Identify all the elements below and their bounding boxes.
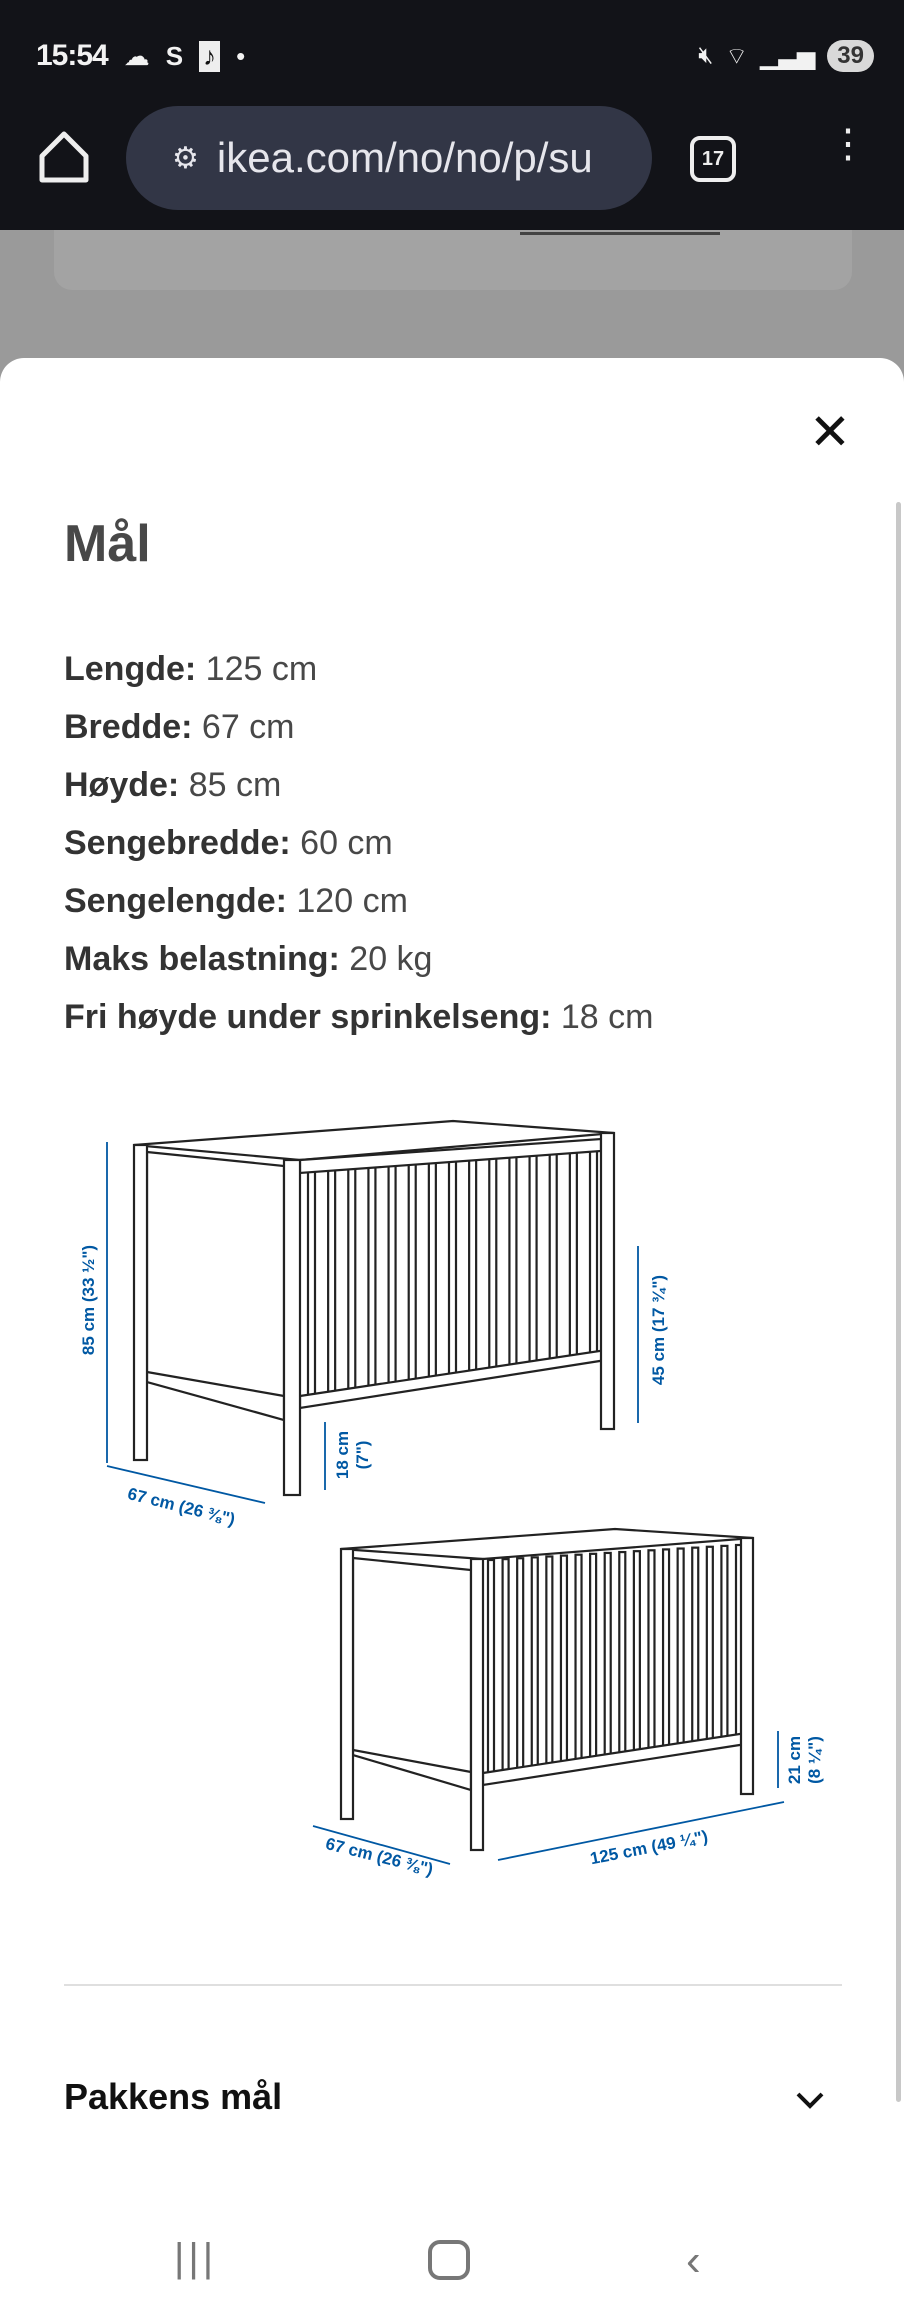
length-label: 125 cm (49 ¼") bbox=[588, 1826, 710, 1869]
base-height-inch-label: (8 ¼") bbox=[805, 1736, 824, 1784]
package-dimensions-toggle[interactable]: Pakkens mål bbox=[64, 2076, 283, 2117]
crib-slat bbox=[488, 1560, 494, 1775]
site-settings-icon[interactable]: ⚙ bbox=[172, 141, 199, 175]
crib-slat bbox=[530, 1154, 537, 1364]
recent-apps-icon[interactable]: ||| bbox=[174, 2236, 218, 2280]
crib-slat bbox=[532, 1557, 538, 1768]
background-card bbox=[54, 230, 852, 290]
crib-slat bbox=[328, 1169, 335, 1397]
crib-slat bbox=[449, 1160, 456, 1377]
crib-slat bbox=[692, 1548, 698, 1742]
crib-slat bbox=[389, 1164, 396, 1387]
battery-indicator: 39 bbox=[827, 40, 874, 72]
crib-slat bbox=[663, 1549, 669, 1746]
chevron-down-icon[interactable] bbox=[792, 2082, 828, 2118]
close-icon[interactable]: ✕ bbox=[809, 404, 851, 460]
crib-slat bbox=[576, 1555, 582, 1761]
address-bar[interactable] bbox=[126, 106, 652, 210]
clock: 15:54 bbox=[36, 39, 108, 72]
crib-slat bbox=[605, 1553, 611, 1756]
crib-slat bbox=[509, 1156, 516, 1367]
spec-row: Maks belastning: 20 kg bbox=[64, 940, 433, 978]
cloud-icon: ☁ bbox=[123, 40, 150, 71]
mute-icon: 🔇︎ bbox=[698, 42, 714, 69]
crib-slat bbox=[546, 1556, 552, 1765]
crib-slat bbox=[308, 1170, 315, 1400]
height-label: 85 cm (33 ½") bbox=[79, 1244, 98, 1356]
spec-row: Bredde: 67 cm bbox=[64, 708, 295, 746]
music-app-icon: ♪ bbox=[199, 41, 220, 72]
crib-slat bbox=[503, 1559, 509, 1773]
notification-dot-icon: • bbox=[236, 40, 246, 71]
width-label-top: 67 cm (26 ⅜") bbox=[125, 1484, 238, 1530]
crib-slat bbox=[721, 1546, 727, 1737]
crib-slat bbox=[489, 1157, 496, 1370]
spec-row: Høyde: 85 cm bbox=[64, 766, 282, 804]
crib-slat bbox=[517, 1558, 523, 1770]
clearance-label: 18 cm bbox=[333, 1430, 352, 1480]
crib-slat bbox=[634, 1551, 640, 1751]
crib-slat bbox=[648, 1550, 654, 1749]
crib-slat bbox=[429, 1161, 436, 1380]
crib-slat bbox=[707, 1547, 713, 1740]
crib-slat bbox=[469, 1159, 476, 1374]
crib-slat bbox=[550, 1153, 557, 1361]
crib-slat bbox=[619, 1552, 625, 1754]
status-bar bbox=[36, 36, 874, 76]
crib-drawing-1 bbox=[134, 1121, 614, 1495]
crib-drawing-2 bbox=[341, 1529, 753, 1850]
divider bbox=[64, 1984, 842, 1986]
spec-row: Lengde: 125 cm bbox=[64, 650, 318, 688]
sheet-title: Mål bbox=[64, 515, 151, 573]
browser-header bbox=[0, 0, 904, 230]
home-icon[interactable] bbox=[34, 128, 94, 188]
spec-list bbox=[64, 640, 653, 1046]
tab-switcher-button[interactable]: 17 bbox=[690, 136, 736, 182]
base-height-label: 21 cm bbox=[785, 1735, 804, 1785]
clearance-inch-label: (7") bbox=[353, 1440, 372, 1470]
crib-slat bbox=[348, 1167, 355, 1393]
back-icon[interactable]: ‹ bbox=[686, 2236, 701, 2285]
crib-slat bbox=[409, 1163, 416, 1384]
crib-dimension-diagram bbox=[0, 1100, 904, 1900]
more-menu-icon[interactable]: ⋮ bbox=[828, 122, 868, 166]
android-nav-bar bbox=[0, 2220, 904, 2300]
crib-slat bbox=[590, 1554, 596, 1759]
spec-row: Sengebredde: 60 cm bbox=[64, 824, 393, 862]
home-nav-icon[interactable] bbox=[428, 2240, 470, 2280]
crib-slat bbox=[561, 1556, 567, 1764]
crib-slat bbox=[368, 1166, 375, 1390]
wifi-icon: ⌔ bbox=[725, 43, 748, 70]
rail-height-label: 45 cm (17 ¾") bbox=[649, 1274, 668, 1386]
signal-icon: ▁▃▅ bbox=[759, 42, 816, 70]
spec-row: Sengelengde: 120 cm bbox=[64, 882, 408, 920]
spec-row: Fri høyde under sprinkelseng: 18 cm bbox=[64, 998, 654, 1036]
width-label-bottom: 67 cm (26 ⅜") bbox=[323, 1834, 436, 1880]
crib-slat bbox=[678, 1549, 684, 1745]
s-app-icon: S bbox=[165, 40, 184, 71]
crib-slat bbox=[570, 1151, 577, 1357]
url-text: ikea.com/no/no/p/su bbox=[216, 134, 593, 181]
crib-slat bbox=[590, 1150, 597, 1354]
